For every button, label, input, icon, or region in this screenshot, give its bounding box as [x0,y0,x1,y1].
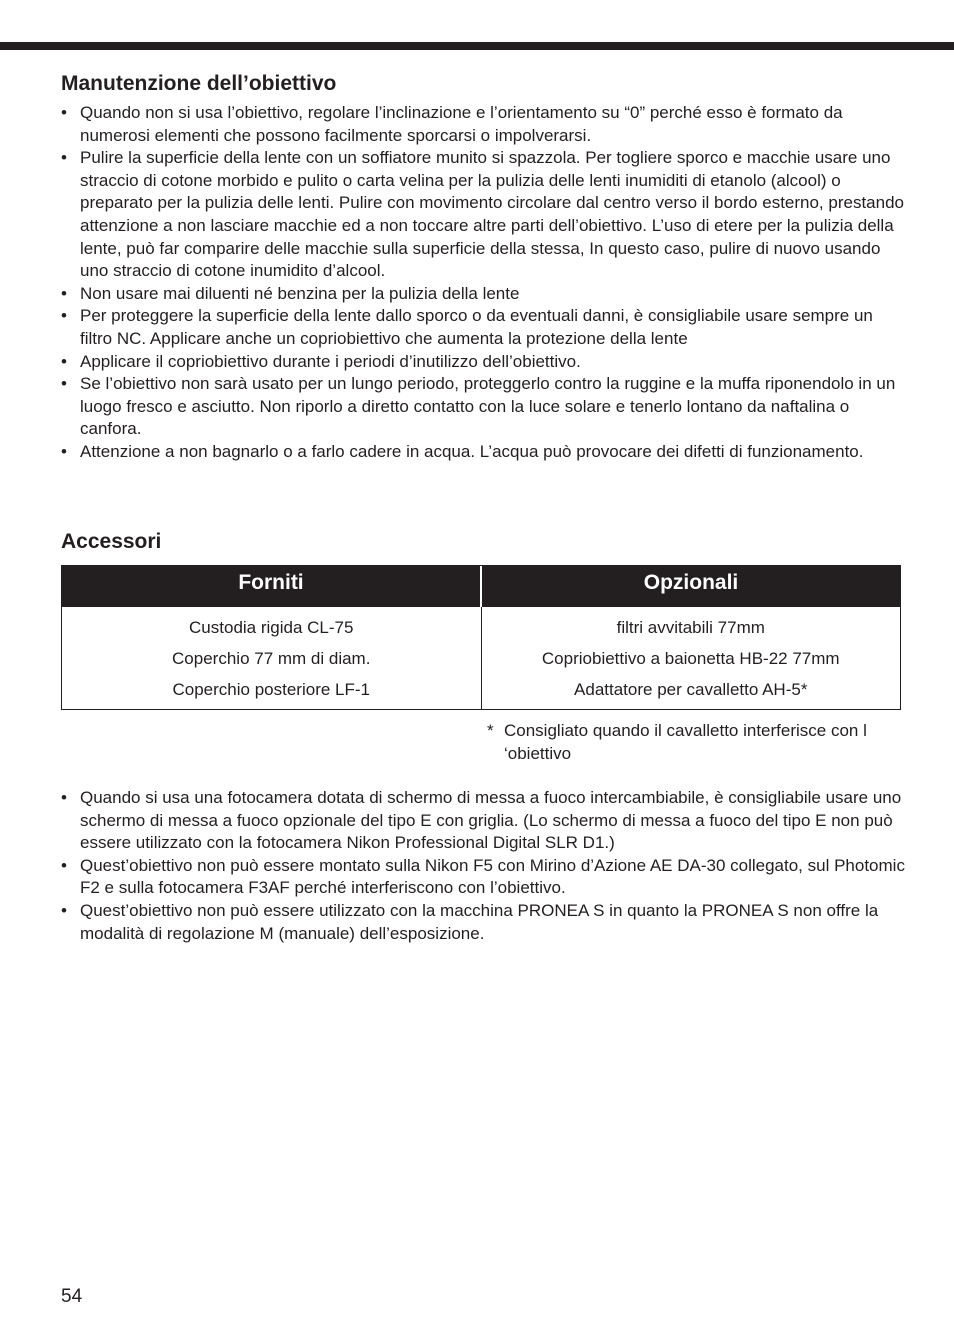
list-item: • Applicare il copriobiettivo durante i periodi d’inutilizzo dell’obiettivo. [61,351,906,374]
list-item: • Non usare mai diluenti né benzina per la pulizia della lente [61,283,906,306]
list-item: • Quest’obiettivo non può essere utilizzato con la macchina PRONEA S in quanto la PRONEA S non offre la modalità di regolazione M (manuale) dell’esposizione. [61,900,906,945]
list-item: • Quando si usa una fotocamera dotata di schermo di messa a fuoco intercambiabile, è consigliabile usare uno schermo di messa a fuoco opzionale del tipo E con griglia. (Lo schermo di messa a fuoco del tipo E non può essere utilizzato con la fotocamera Nikon Professional Digital SLR D1.) [61,787,906,855]
list-item: • Attenzione a non bagnarlo o a farlo cadere in acqua. L’acqua può provocare dei difetti di funzionamento. [61,441,906,464]
table-cell: Coperchio posteriore LF-1 [172,680,370,699]
accessories-table [61,565,901,710]
table-header [62,566,900,607]
list-item: • Per proteggere la superficie della lente dallo sporco o da eventuali danni, è consigliabile usare sempre un filtro NC. Applicare anche un copriobiettivo che aumenta la protezione della lente [61,305,906,350]
list-item: • Quest’obiettivo non può essere montato sulla Nikon F5 con Mirino d’Azione AE DA-30 collegato, sul Photomic F2 e sulla fotocamera F3AF perché interferiscono con l’obiettivo. [61,855,906,900]
list-item: • Pulire la superficie della lente con un soffiatore munito si spazzola. Per togliere sporco e macchie usare uno straccio di cotone morbido e pulito o carta velina per la pulizia delle lenti inumiditi di etanolo (alcool) o preparato per la pulizia delle lenti. Pulire con movimento circolare dal centro verso il bordo esterno, prestando attenzione a non lasciare macchie ed a non toccare altre parti dell’obiettivo. L’uso di etere per la pulizia della lente, può far comparire delle macchie sulla superficie della stessa, In questo caso, pulire di nuovo usando uno straccio di cotone inumidito d’alcool. [61,147,906,283]
footnote [487,720,887,765]
column-supplied [62,607,482,709]
table-cell: filtri avvitabili 77mm [616,618,765,637]
page-number: 54 [61,1286,83,1307]
table-cell: Copriobiettivo a baionetta HB-22 77mm [541,649,840,668]
maintenance-heading: Manutenzione dell’obiettivo [61,72,337,95]
table-body [62,607,900,709]
table-cell: Coperchio 77 mm di diam. [172,649,371,668]
header-supplied: Forniti [62,566,482,607]
notes-list [61,787,906,945]
accessories-heading: Accessori [61,530,162,553]
table-cell: Adattatore per cavalletto AH-5* [574,680,808,699]
list-item: • Quando non si usa l’obiettivo, regolare l’inclinazione e l’orientamento su “0” perché esso è formato da numerosi elementi che possono facilmente sporcarsi o impolverarsi. [61,102,906,147]
footnote-text: Consigliato quando il cavalletto interferisce con l ‘obiettivo [504,721,867,763]
table-cell: Custodia rigida CL-75 [189,618,354,637]
footnote-marker: * [487,721,494,740]
column-optional [482,607,901,709]
maintenance-list [61,102,906,464]
top-rule [0,42,954,50]
header-optional: Opzionali [643,571,739,594]
list-item: • Se l’obiettivo non sarà usato per un lungo periodo, proteggerlo contro la ruggine e la muffa riponendolo in un luogo fresco e asciutto. Non riporlo a diretto contatto con la luce solare e tenerlo lontano da naftalina o canfora. [61,373,906,441]
